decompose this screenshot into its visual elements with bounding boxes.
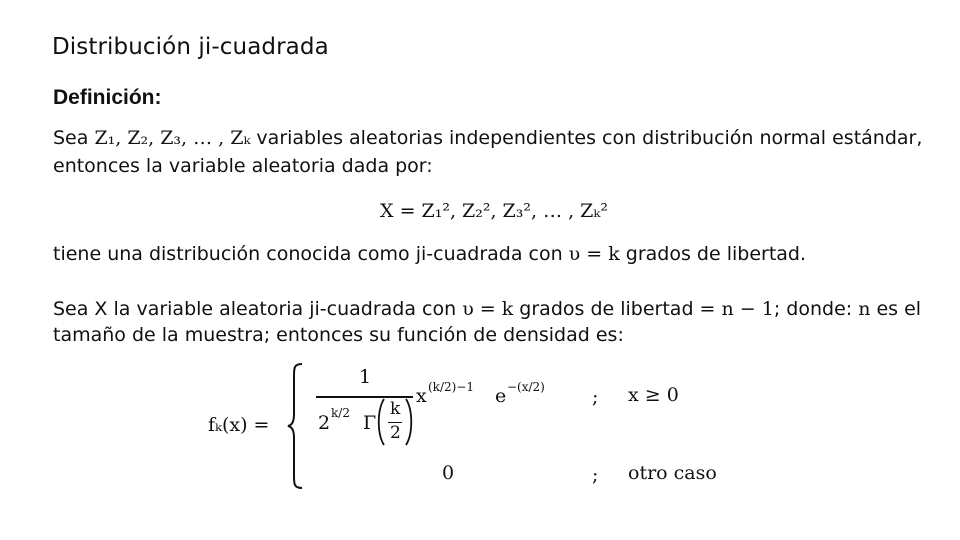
sum-of-squares-equation: X = Z₁², Z₂², Z₃², … , Zₖ² <box>380 200 608 222</box>
paragraph-3 <box>53 296 921 322</box>
case-1-condition: x ≥ 0 <box>628 384 679 406</box>
paragraph-3-nu: υ = k <box>462 298 514 320</box>
paragraph-2-rest: grados de libertad. <box>619 243 807 265</box>
case-1-separator: ; <box>592 386 599 408</box>
fraction-denominator-base: 2 <box>318 412 331 434</box>
fraction-numerator: 1 <box>359 366 372 388</box>
definition-heading: Definición: <box>53 86 162 109</box>
e-power-base: e <box>495 385 507 407</box>
x-power-exponent: (k/2)−1 <box>428 380 475 394</box>
degrees-of-freedom-symbol: υ = k <box>568 243 620 265</box>
paragraph-3-mid: grados de libertad <box>513 298 700 320</box>
gamma-arg-numerator: k <box>390 399 401 419</box>
paragraph-1-intro: Sea <box>53 127 95 149</box>
paragraph-1-line-2: entonces la variable aleatoria dada por: <box>53 155 433 177</box>
paragraph-3-line-2: tamaño de la muestra; entonces su función de densidad es: <box>53 324 624 346</box>
gamma-symbol: Γ <box>363 412 377 434</box>
paragraph-3-mid2: ; donde: <box>773 298 859 320</box>
density-lhs: fₖ(x) = <box>208 414 270 436</box>
paragraph-3-end: es el <box>870 298 922 320</box>
paragraph-3-n: n <box>858 298 871 320</box>
paragraph-2-intro: tiene una distribución conocida como ji-cuadrada con <box>53 243 569 265</box>
paragraph-2 <box>53 241 806 267</box>
gamma-arg-denominator: 2 <box>390 423 401 443</box>
right-paren-icon <box>404 398 414 446</box>
z-variables: Z₁, Z₂, Z₃, … , Zₖ <box>94 127 251 149</box>
paragraph-3-intro: Sea X la variable aleatoria ji-cuadrada con <box>53 298 463 320</box>
case-2-separator: ; <box>592 464 599 486</box>
x-power-base: x <box>416 385 427 407</box>
slide-title: Distribución ji-cuadrada <box>52 34 329 60</box>
fraction-bar <box>316 396 413 398</box>
case-2-condition: otro caso <box>628 462 717 484</box>
e-power-exponent: −(x/2) <box>507 380 545 394</box>
left-paren-icon <box>376 398 386 446</box>
paragraph-3-equals: = n − 1 <box>699 298 774 320</box>
fraction-denominator-exponent: k/2 <box>331 406 350 420</box>
paragraph-1 <box>53 125 922 151</box>
paragraph-1-rest: variables aleatorias independientes con distribución normal estándar, <box>250 127 923 149</box>
case-2-value: 0 <box>442 462 455 484</box>
left-brace-icon <box>286 362 306 490</box>
